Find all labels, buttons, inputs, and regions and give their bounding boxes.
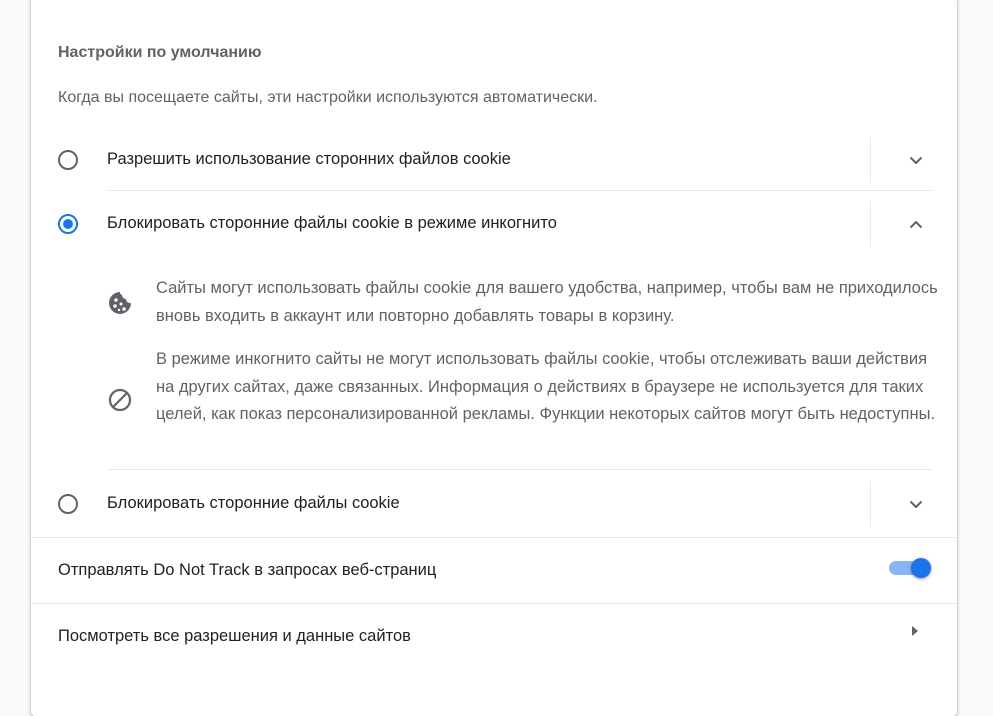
radio-button[interactable]	[58, 494, 78, 514]
do-not-track-toggle[interactable]	[887, 558, 933, 578]
site-settings-link-label[interactable]: Посмотреть все разрешения и данные сайтов	[58, 627, 411, 645]
vertical-divider	[870, 137, 871, 183]
radio-option-allow-third-party[interactable]	[31, 128, 957, 192]
divider	[107, 469, 932, 470]
divider	[31, 603, 957, 604]
radio-label: Блокировать сторонние файлы cookie	[107, 494, 400, 512]
expand-button[interactable]	[899, 487, 933, 521]
cookie-icon	[107, 290, 133, 316]
vertical-divider	[870, 481, 871, 527]
radio-button[interactable]	[58, 150, 78, 170]
detail-text-convenience: Сайты могут использовать файлы cookie для вашего удобства, например, чтобы вам не приходилось вновь входить в аккаунт или повторно добавлять товары в корзину.	[156, 279, 938, 325]
chevron-up-icon	[909, 220, 923, 229]
radio-label: Блокировать сторонние файлы cookie в режиме инкогнито	[107, 214, 557, 232]
cookie-settings-card	[31, 0, 957, 716]
arrow-right-icon[interactable]	[909, 623, 921, 639]
do-not-track-label: Отправлять Do Not Track в запросах веб-страниц	[58, 561, 437, 579]
radio-label: Разрешить использование сторонних файлов cookie	[107, 150, 511, 168]
expand-button[interactable]	[899, 143, 933, 177]
toggle-knob	[911, 558, 931, 578]
radio-option-block-third-party[interactable]	[31, 473, 957, 537]
section-subtitle: Когда вы посещаете сайты, эти настройки используются автоматически.	[58, 89, 598, 106]
detail-text-incognito: В режиме инкогнито сайты не могут использовать файлы cookie, чтобы отслеживать ваши действия на других сайтах, даже связанных. Информация о действиях в браузере не используется для таких целей, как показ персонализированной рекламы. Функции некоторых сайтов могут быть недоступны.	[156, 350, 936, 423]
chevron-down-icon	[909, 156, 923, 165]
section-title: Настройки по умолчанию	[58, 44, 262, 61]
radio-option-block-incognito[interactable]	[31, 194, 957, 258]
vertical-divider	[870, 201, 871, 247]
block-icon	[107, 387, 133, 413]
chevron-down-icon	[909, 500, 923, 509]
divider	[107, 190, 932, 191]
collapse-button[interactable]	[899, 207, 933, 241]
radio-button[interactable]	[58, 214, 78, 234]
divider	[31, 537, 957, 538]
